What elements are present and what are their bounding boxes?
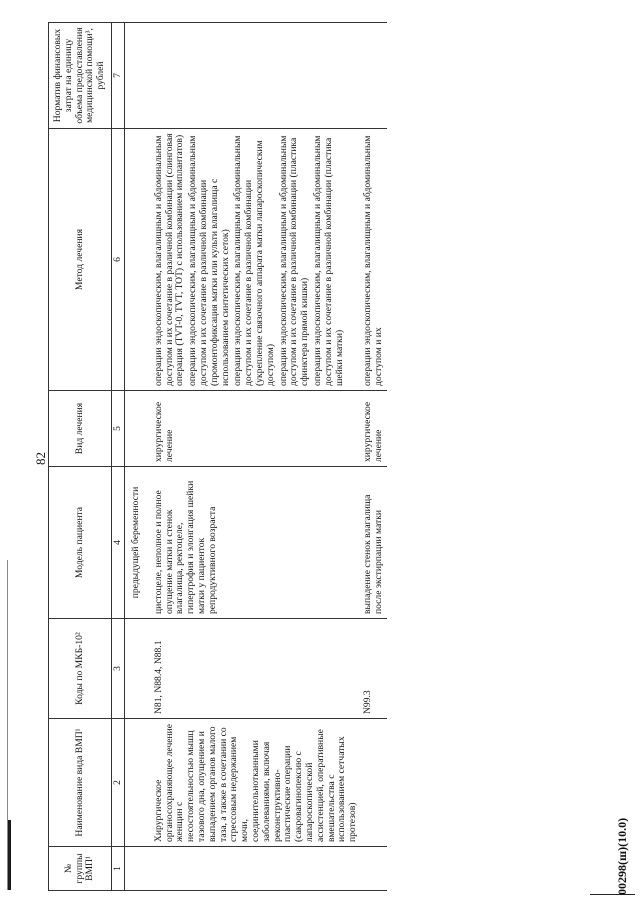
vmp-name-cell: Хирургическое органосохраняющее лечение женщин с несостоятельностью мышц тазового дна, опущением и выпадением органов малого таза, а также в сочетании со стрессовым недержанием мочи, соединительнотканными заболеваниями, включая реконструктивно-пластические операции (сакровагинопексию с лапароскопической ассистенцией, оперативные вмешательства с использованием сетчатых протезов) <box>152 719 361 847</box>
icd-codes-cell: N81, N88.4, N88.1 <box>152 619 361 719</box>
vmp-name-cell <box>361 719 387 847</box>
patient-model-cell: цистоцеле, неполное и полное опущение матки и стенок влагалища, ректоцеле, гипертрофия и элонгация шейки матки у пациенток репродуктивного возраста <box>152 467 361 619</box>
document-code: 00298(ш)(10.0) <box>615 817 629 895</box>
treatment-method-cell: операции эндоскопическим, влагалищным и абдоминальным доступом и их <box>361 129 387 391</box>
patient-model-cell: выпадение стенок влагалища после экстирпации матки <box>361 467 387 619</box>
table-row <box>361 23 387 891</box>
continuation-text: предыдущей беременности <box>124 467 151 619</box>
vmp-table <box>48 22 387 891</box>
header-patient-model: Модель пациента <box>49 467 112 619</box>
header-treatment-method: Метод лечения <box>49 129 112 391</box>
group-number-cell <box>361 847 387 891</box>
column-number: 2 <box>111 719 124 847</box>
method-item: операции эндоскопическим, влагалищным и абдоминальным доступом и их сочетание в различной комбинации (промонтофиксация матки или культи влагалища с использованием синтетических сеток) <box>187 135 231 386</box>
method-item: операции эндоскопическим, влагалищным и абдоминальным доступом и их сочетание в различной комбинации (укрепление связочного аппарата матки лапароскопическим доступом) <box>232 135 276 386</box>
column-number: 5 <box>111 391 124 467</box>
cost-norm-cell <box>152 23 361 129</box>
header-cost-norm: Норматив финансовых затрат на единицу объема предоставления медицинской помощи³, рублей <box>49 23 112 129</box>
header-icd-codes: Коды по МКБ-10² <box>49 619 112 719</box>
column-number: 3 <box>111 619 124 719</box>
treatment-method-cell <box>152 129 361 391</box>
continuation-row <box>124 23 151 891</box>
column-number-row <box>111 23 124 891</box>
page-number: 82 <box>33 452 48 465</box>
column-number: 4 <box>111 467 124 619</box>
header-vmp-name: Наименование вида ВМП¹ <box>49 719 112 847</box>
method-item: операции эндоскопическим, влагалищным и абдоминальным доступом и их сочетание в различной комбинации (слинговая операция (TVT-0, TVT, TOT) с использованием имплантатов) <box>152 133 186 386</box>
icd-codes-cell: N99.3 <box>361 619 387 719</box>
header-row <box>49 23 112 891</box>
treatment-type-cell: хирургическое лечение <box>361 391 387 467</box>
method-item: операции эндоскопическим, влагалищным и абдоминальным доступом и их сочетание в различной комбинации (пластика сфинктера прямой кишки) <box>277 135 311 386</box>
header-group-number: № группы ВМП¹ <box>49 847 112 891</box>
header-treatment-type: Вид лечения <box>49 391 112 467</box>
group-number-cell <box>152 847 361 891</box>
treatment-type-cell: хирургическое лечение <box>152 391 361 467</box>
column-number: 6 <box>111 129 124 391</box>
column-number: 7 <box>111 23 124 129</box>
cost-norm-cell <box>361 23 387 129</box>
method-item: операции эндоскопическим, влагалищным и абдоминальным доступом и их сочетание в различной комбинации (пластика шейки матки) <box>311 135 345 386</box>
column-number: 1 <box>111 847 124 891</box>
table-row <box>152 23 361 891</box>
